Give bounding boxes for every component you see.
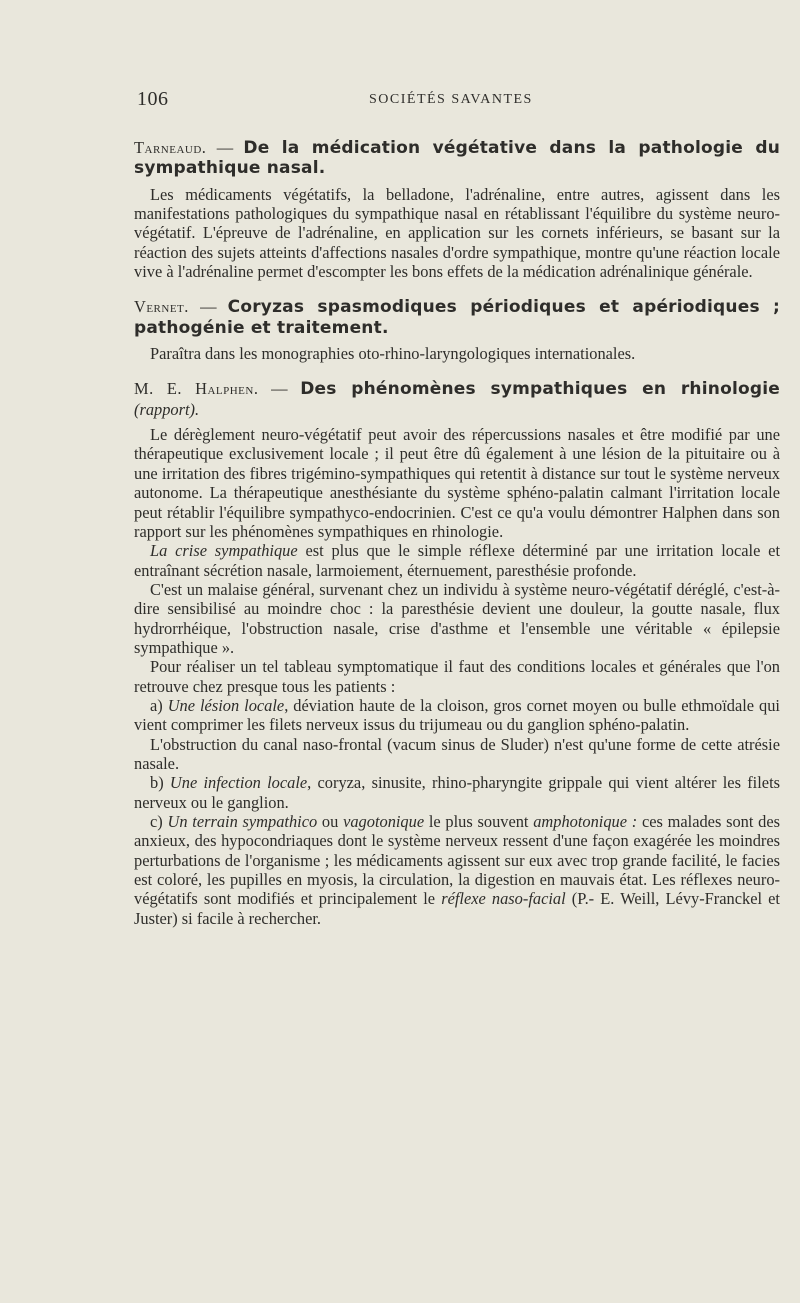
entry-heading-tarneaud <box>134 138 780 179</box>
paragraph: Paraîtra dans les monographies oto-rhino-laryngologiques internationales. <box>150 344 636 364</box>
page-header <box>137 88 777 118</box>
dash: — <box>206 138 244 157</box>
entry-title: De la médication végétative dans la pathologie du sympathique nasal. <box>134 138 780 179</box>
paragraph: Le dérèglement neuro-végétatif peut avoir des répercussions nasales et être modifié par une thérapeutique exclusivement locale ; il peut être dû également à une lésion de la pituitaire ou à une irritation des fibres trigémino-sympathiques qui retentit à distance sur tout le système nerveux autonome. La thérapeutique anesthésiante du système sphéno-palatin calmant l'irritation locale peut rétablir l'équilibre sympathyco-endocrinien. C'est ce qu'a voulu démontrer Halphen dans son rapport sur les phénomènes sympathiques en rhinologie. <box>134 425 780 541</box>
entry-heading-vernet <box>134 297 780 338</box>
page-number: 106 <box>137 88 169 110</box>
list-item-a: a) Une lésion locale, déviation haute de la cloison, gros cornet moyen ou bulle ethmoïdale qui vient comprimer les filets nerveux issus du trijumeau ou du ganglion sphéno-palatin. <box>134 695 780 735</box>
paragraph: Les médicaments végétatifs, la belladone, l'adrénaline, entre autres, agissent dans les manifestations pathologiques du sympathique nasal en rétablissant l'équilibre du système neuro-végétatif. L'épreuve de l'adrénaline, en application sur les cornets inférieurs, se basant sur la réaction des sujets atteints d'affections nasales d'ordre sympathique, montre qu'une réaction locale vive à l'adrénaline permet d'escompter les bons effets de la médication adrénalinique générale. <box>134 184 780 282</box>
entry-title-suffix: (rapport). <box>134 399 200 419</box>
paragraph: Pour réaliser un tel tableau symptomatique il faut des conditions locales et générales que l'on retrouve chez presque tous les patients : <box>134 657 780 696</box>
list-item-b: b) Une infection locale, coryza, sinusite, rhino-pharyngite grippale qui vient altérer les filets nerveux ou le ganglion. <box>134 773 780 812</box>
entry-title: Coryzas spasmodiques périodiques et apériodiques ; pathogénie et traitement. <box>134 297 780 338</box>
paragraph: L'obstruction du canal naso-frontal (vacum sinus de Sluder) n'est qu'une forme de cette atrésie nasale. <box>134 734 780 773</box>
paragraph: C'est un malaise général, survenant chez un individu à système neuro-végétatif déréglé, c'est-à-dire sensibilisé au moindre choc : la paresthésie devient une douleur, la goutte nasale, flux hydrorrhéique, l'obstruction nasale, crise d'asthme et l'ensemble une véritable « épilepsie sympathique ». <box>134 579 780 657</box>
paragraph-crise: La crise sympathique est plus que le simple réflexe déterminé par une irritation locale et entraînant sécrétion nasale, larmoiement, éternuement, paresthésie profonde. <box>134 541 780 580</box>
author-name: M. E. Halphen. <box>134 379 259 399</box>
author-name: Vernet. <box>134 297 189 317</box>
list-item-c: c) Un terrain sympathico ou vagotonique le plus souvent amphotonique : ces malades sont des anxieux, des hypocondriaques dont le système nerveux ressent d'une façon exagérée les moindres perturbations de l'organisme ; les médicaments agissent sur eux avec trop grande facilité, le facies est coloré, les pupilles en myosis, la circulation, la digestion en mauvais état. Les réflexes neuro-végétatifs sont modifiés et principalement le réflexe naso-facial (P.- E. Weill, Lévy-Franckel et Juster) si facile à rechercher. <box>134 812 780 928</box>
running-head: SOCIÉTÉS SAVANTES <box>369 92 533 107</box>
entry-title: Des phénomènes sympathiques en rhinologie <box>300 379 780 400</box>
author-name: Tarneaud. <box>134 138 207 157</box>
entry-heading-halphen <box>134 379 780 419</box>
dash: — <box>188 297 228 317</box>
dash: — <box>258 379 301 399</box>
article-body <box>134 138 780 928</box>
